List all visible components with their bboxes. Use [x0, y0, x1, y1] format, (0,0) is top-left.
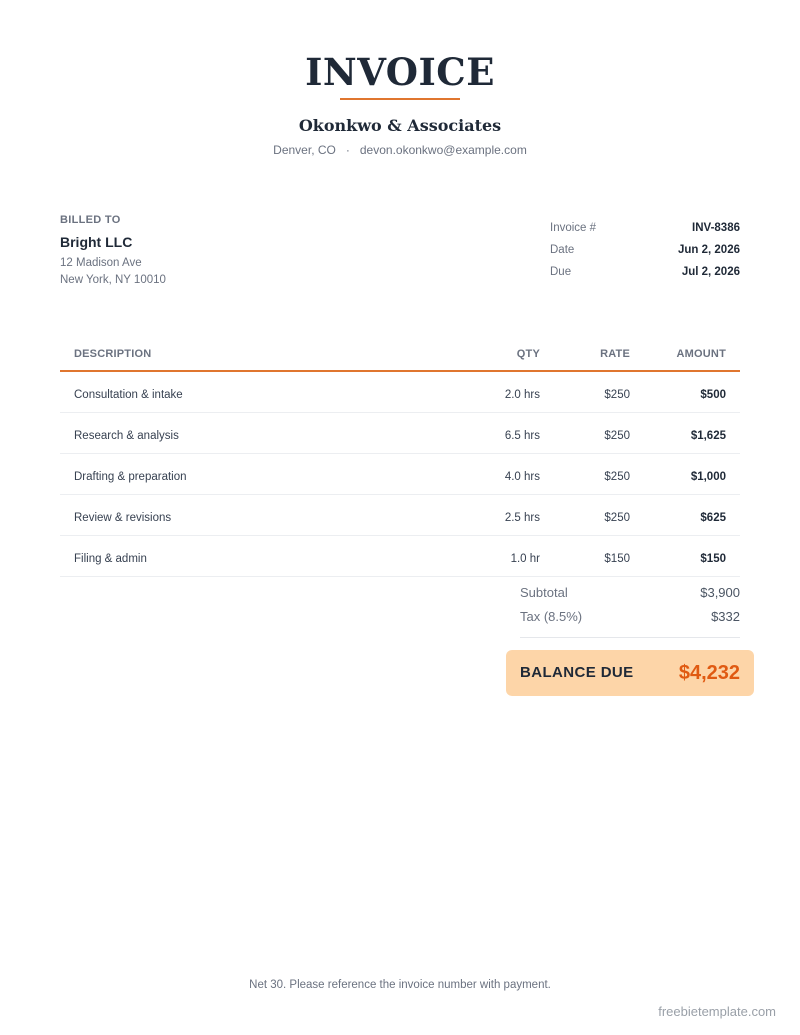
row-amount: $150: [700, 553, 726, 565]
billed-to-label: BILLED TO: [60, 214, 121, 226]
column-header-qty: QTY: [516, 348, 540, 360]
row-qty: 6.5 hrs: [504, 430, 540, 442]
row-description: Drafting & preparation: [74, 471, 187, 483]
row-rate: $250: [604, 389, 630, 401]
row-description: Consultation & intake: [74, 389, 183, 401]
meta-date-value: Jun 2, 2026: [677, 244, 740, 256]
row-qty: 2.5 hrs: [504, 512, 540, 524]
line-items-table: [60, 338, 740, 577]
client-address-line2: New York, NY 10010: [60, 274, 166, 286]
company-name: Okonkwo & Associates: [298, 116, 502, 135]
meta-due-label: Due: [550, 266, 572, 278]
meta-invoice-value: INV-8386: [692, 222, 740, 234]
balance-due-label: BALANCE DUE: [520, 664, 634, 681]
table-row: [60, 536, 740, 577]
row-rate: $150: [604, 553, 630, 565]
contact-separator: ·: [345, 143, 350, 157]
row-rate: $250: [604, 471, 630, 483]
row-amount: $625: [700, 512, 726, 524]
table-row: [60, 372, 740, 413]
row-qty: 4.0 hrs: [504, 471, 540, 483]
column-header-description: DESCRIPTION: [74, 348, 152, 360]
watermark-link[interactable]: freebietemplate.com: [658, 1004, 776, 1019]
table-header: [60, 338, 740, 372]
column-header-rate: RATE: [600, 348, 630, 360]
company-location: Denver, CO: [273, 143, 336, 157]
row-qty: 2.0 hrs: [504, 389, 540, 401]
balance-due-value: $4,232: [678, 662, 740, 684]
row-description: Filing & admin: [74, 553, 147, 565]
client-name: Bright LLC: [60, 234, 133, 250]
tax-value: $332: [711, 609, 740, 624]
table-row: [60, 454, 740, 495]
column-header-amount: AMOUNT: [676, 348, 726, 360]
table-row: [60, 413, 740, 454]
company-email[interactable]: devon.okonkwo@example.com: [359, 143, 527, 157]
totals-divider: [520, 637, 740, 638]
company-contact: [0, 142, 800, 158]
subtotal-value: $3,900: [700, 585, 740, 600]
meta-invoice-label: Invoice #: [550, 222, 597, 234]
meta-due-value: Jul 2, 2026: [681, 266, 740, 278]
row-amount: $500: [700, 389, 726, 401]
payment-terms-note: Net 30. Please reference the invoice number with payment.: [249, 979, 551, 991]
row-rate: $250: [604, 512, 630, 524]
client-address-line1: 12 Madison Ave: [60, 257, 142, 269]
row-amount: $1,000: [690, 471, 726, 483]
row-description: Review & revisions: [74, 512, 172, 524]
invoice-title: INVOICE: [305, 50, 495, 94]
subtotal-label: Subtotal: [520, 585, 568, 600]
row-rate: $250: [604, 430, 630, 442]
row-qty: 1.0 hr: [510, 553, 540, 565]
table-row: [60, 495, 740, 536]
meta-invoice-number: [550, 220, 740, 236]
row-description: Research & analysis: [74, 430, 179, 442]
meta-date-label: Date: [550, 244, 575, 256]
tax-label: Tax (8.5%): [520, 609, 583, 624]
balance-due-box: [506, 650, 754, 696]
meta-due: [550, 264, 740, 280]
row-amount: $1,625: [690, 430, 726, 442]
title-underline: [340, 98, 460, 100]
meta-date: [550, 242, 740, 258]
